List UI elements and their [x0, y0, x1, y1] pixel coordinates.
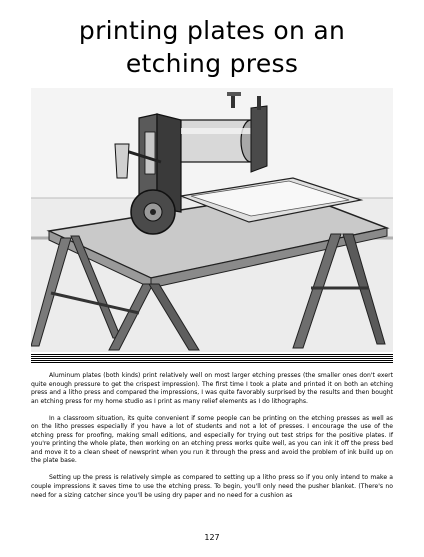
paragraph-3: Setting up the press is relatively simple as compared to setting up a litho press so if you only intend to make a couple impressions it saves time to use the etching press. To begin, you'll only need the pusher blanket. (There's no need for a sizing catcher since you'll be using dry paper and no need for a cushion as: [31, 474, 393, 499]
title-line-2: etching press: [125, 49, 299, 78]
paragraph-2: In a classroom situation, its quite convenient if some people can be printing on the etching presses as well as on the litho presses especially if you have a lot of students and not a lot of presses. I encourage the use of the etching press for proofing, making small editions, and especially for trying out test strips for the positive plates. If you're printing the whole plate, then working on an etching press works quite well, as you can ink it off the press bed and move it to a clean sheet of newsprint when you run it through the press and avoid the problem of ink build up on the plate base.: [31, 414, 393, 465]
page-title: [0, 14, 424, 80]
etching-press-drawing: [31, 88, 393, 352]
page-number: 127: [204, 533, 220, 542]
etching-press-illustration: [31, 88, 393, 352]
section-divider: [31, 354, 393, 363]
title-line-1: printing plates on an: [78, 16, 346, 45]
paragraph-1: Aluminum plates (both kinds) print relatively well on most larger etching presses (the smaller ones don't exert quite enough pressure to get the crispest impression). The first time I took a plate and printed it on both an etching press and a litho press and compared the impressions, I was quite favorably surprised by the results and then bought an etching press for my home studio as I print as many relief elements as I do lithographs.: [31, 372, 393, 405]
body-text: [31, 372, 393, 509]
